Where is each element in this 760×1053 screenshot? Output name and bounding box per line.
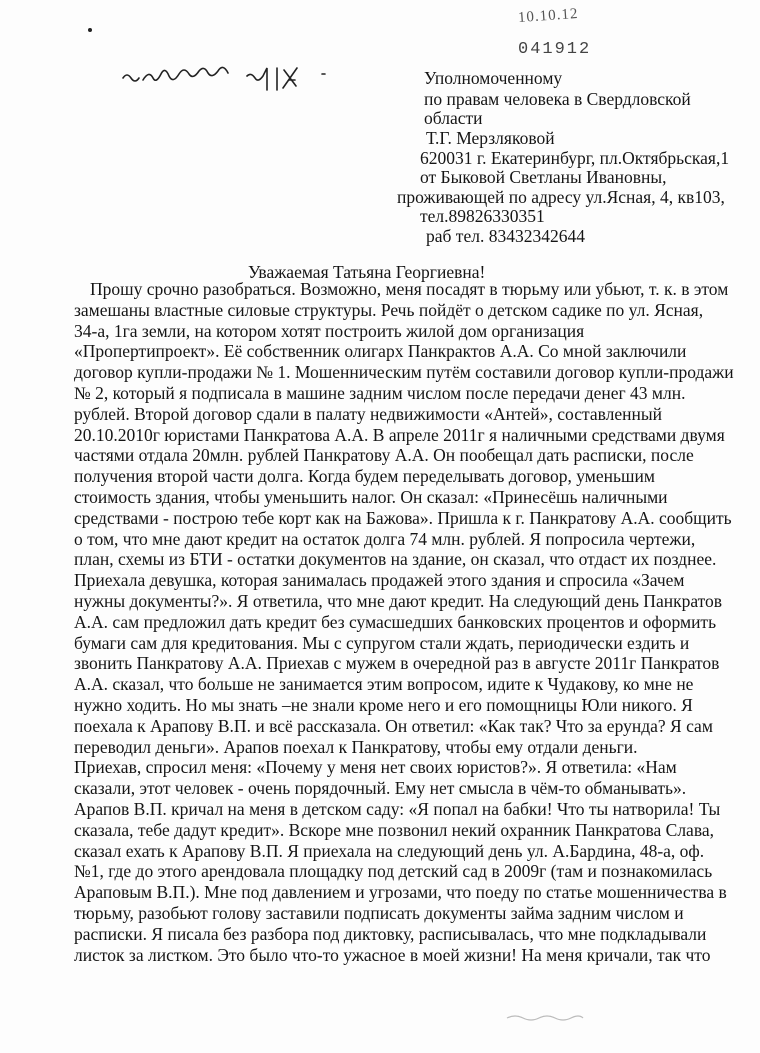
body-line: «Пропертипроект». Её собственник олигарх Панкрактов А.А. Со мной заключили <box>74 341 687 362</box>
body-line: тюрьму, разобьют голову заставили подписать документы займа задним числом и <box>74 902 684 923</box>
body-line: 34-а, 1га земли, на котором хотят построить жилой дом организация <box>74 320 585 341</box>
body-line: № 2, который я подписала в машине задним числом после передачи денег 43 млн. <box>74 382 686 403</box>
body-line: нужно ходить. Но мы знать –не знали кроме него и его помощницы Юли никого. Я <box>74 694 693 715</box>
body-line: №1, где до этого арендовала площадку под детский сад в 2009г (там и познакомилась <box>74 861 713 882</box>
body-line: Прошу срочно разобраться. Возможно, меня посадят в тюрьму или убьют, т. к. в этом <box>90 279 729 299</box>
body-line: нужны документы?». Я ответила, что мне дают кредит. На следующий день Панкратов <box>74 590 723 611</box>
body-line: частями отдала 20млн. рублей Панкратову А.А. Он пообещал дать расписки, после <box>74 445 694 466</box>
sender-address: проживающей по адресу ул.Ясная, 4, кв103, <box>397 187 725 207</box>
body-line: Приехав, спросил меня: «Почему у меня нет своих юристов?». Я ответила: «Нам <box>74 757 677 778</box>
faint-stamp-mark <box>505 1012 585 1024</box>
body-line: рублей. Второй договор сдали в палату недвижимости «Антей», составленный <box>74 403 663 424</box>
sender-work-phone: раб тел. 83432342644 <box>426 226 585 246</box>
body-line: поехала к Арапову В.П. и всё рассказала. Он ответил: «Как так? Что за ерунда? Я сам <box>74 715 713 736</box>
ink-dot <box>88 28 92 32</box>
sender-phone: тел.89826330351 <box>420 206 545 226</box>
recipient-address: 620031 г. Екатеринбург, пл.Октябрьская,1 <box>420 148 730 168</box>
body-line: Приехала девушка, которая занималась продажей этого здания и спросила «Зачем <box>74 570 685 591</box>
recipient-name: Т.Г. Мерзляковой <box>426 128 555 148</box>
body-line: замешаны властные силовые структуры. Речь пойдёт о детском садике по ул. Ясная, <box>74 299 704 320</box>
recipient-line-2: по правам человека в Свердловской <box>424 89 691 109</box>
body-line: средствами - построю тебе корт как на Бажова». Пришла к г. Панкратову А.А. сообщить <box>74 507 732 528</box>
registration-stamp-number: 041912 <box>518 40 592 59</box>
body-line: А.А. сам предложил дать кредит без сумасшедших банковских процентов и оформить <box>74 611 717 632</box>
body-line: сказал ехать к Арапову В.П. Я приехала на следующий день ул. А.Бардина, 48-а, оф. <box>74 840 705 861</box>
salutation: Уважаемая Татьяна Георгиевна! <box>248 262 486 282</box>
body-line: звонить Панкратову А.А. Приехав с мужем в очередной раз в августе 2011г Панкратов <box>74 653 720 674</box>
body-line: сказали, этот человек - очень порядочный. Ему нет смысла в чём-то обманывать». <box>74 778 687 799</box>
body-line: стоимость здания, чтобы уменьшить налог. Он сказал: «Принесёшь наличными <box>74 486 668 507</box>
body-line: А.А. сказал, что больше не занимается этим вопросом, идите к Чудакову, ко мне не <box>74 674 694 695</box>
body-line: переводил деньги». Арапов поехал к Панкратову, чтобы ему отдали деньги. <box>74 736 638 757</box>
body-line: получения второй части долга. Когда будем переделывать договор, уменьшим <box>74 466 655 487</box>
body-line: листок за листком. Это было что-то ужасное в моей жизни! На меня кричали, так что <box>74 944 711 965</box>
body-line: сказала, тебе дадут кредит». Вскоре мне позвонил некий охранник Панкратова Слава, <box>74 819 714 840</box>
letter-body <box>74 279 754 965</box>
sender-name: от Быковой Светланы Ивановны, <box>420 167 667 187</box>
body-line: расписки. Я писала без разбора под диктовку, расписывалась, что мне подкладывали <box>74 923 707 944</box>
body-line: 20.10.2010г юристами Панкратова А.А. В апреле 2011г я наличными средствами двумя <box>74 424 725 445</box>
body-line: бумаги сам для кредитования. Мы с супругом стали ждать, периодически ездить и <box>74 632 690 653</box>
handwritten-date-annotation: 10.10.12 <box>517 5 579 27</box>
recipient-line-3: области <box>424 108 483 128</box>
body-line: план, схемы из БТИ - остатки документов на здание, он сказал, что отдаст их позднее. <box>74 549 717 570</box>
body-line: договор купли-продажи № 1. Мошенническим путём составили договор купли-продажи <box>74 362 734 383</box>
recipient-line-1: Уполномоченному <box>424 68 563 88</box>
body-line: о том, что мне дают кредит на остаток долга 74 млн. рублей. Я попросила чертежи, <box>74 528 696 549</box>
body-line: Арапов В.П. кричал на меня в детском саду: «Я попал на бабки! Что ты натворила! Ты <box>74 798 721 819</box>
handwritten-signature <box>117 58 347 98</box>
body-line: Араповым В.П.). Мне под давлением и угрозами, что поеду по статье мошенничества в <box>74 882 727 903</box>
